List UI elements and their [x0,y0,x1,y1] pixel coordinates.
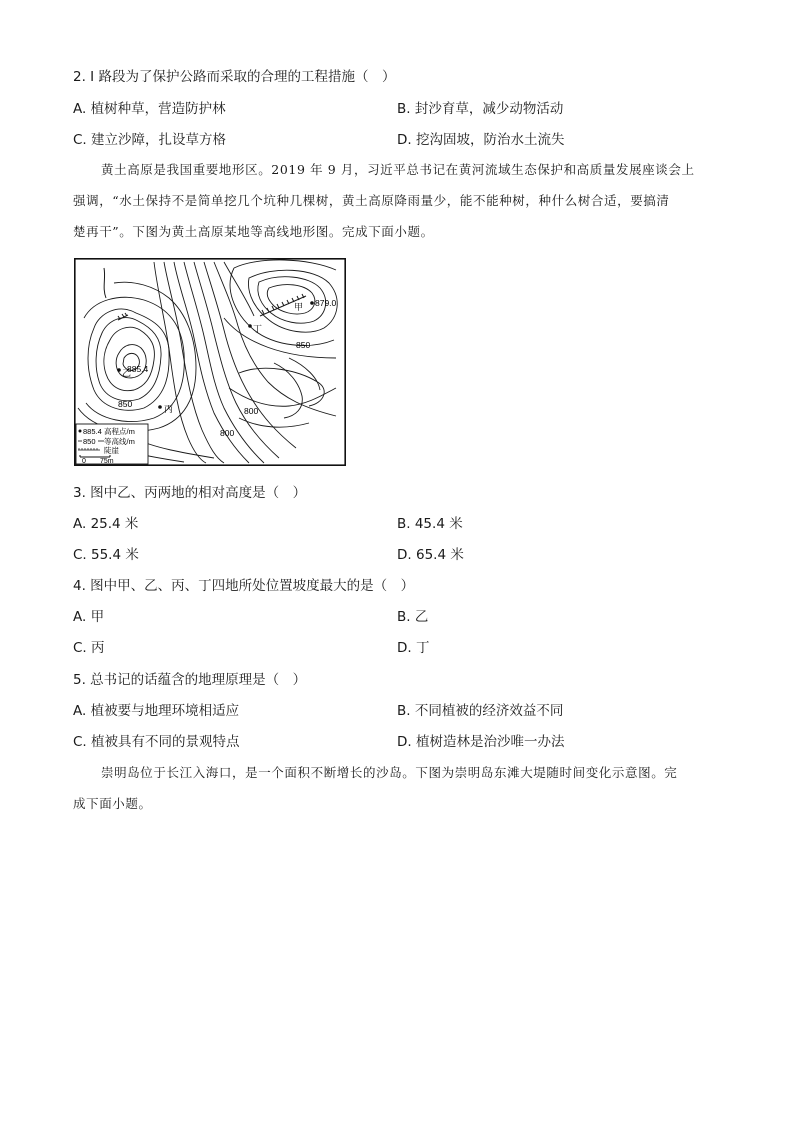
question-4-option-c: C. 丙 [73,640,105,656]
question-2-option-b: B. 封沙育草，减少动物活动 [397,101,564,117]
question-3-option-b: B. 45.4 米 [397,516,463,532]
question-4-stem: 4. 图中甲、乙、丙、丁四地所处位置坡度最大的是（ ） [73,578,415,594]
question-4-option-b: B. 乙 [397,609,429,625]
question-3-option-d: D. 65.4 米 [397,547,464,563]
legend-cliff-label: 陡崖 [104,446,119,455]
contour-label-800-a: 800 [244,406,259,416]
point-yi-marker [117,368,121,372]
passage-1-line-1: 黄土高原是我国重要地形区。2019 年 9 月，习近平总书记在黄河流域生态保护和高质量发展座谈会上 [101,162,695,177]
passage-2-line-1: 崇明岛位于长江入海口，是一个面积不断增长的沙岛。下图为崇明岛东滩大堤随时间变化示意图。完 [101,765,678,780]
question-4-option-d: D. 丁 [397,640,430,656]
contour-label-850-left: 850 [118,399,133,409]
contour-map [74,258,346,466]
question-3-stem: 3. 图中乙、丙两地的相对高度是（ ） [73,485,307,501]
label-yi-elevation: 885.4 [127,364,149,374]
passage-2-line-2: 成下面小题。 [73,796,152,811]
question-2-stem: 2. I 路段为了保护公路而采取的合理的工程措施（ ） [73,69,396,85]
question-3-option-a: A. 25.4 米 [73,516,139,532]
point-ding-marker [248,324,252,328]
label-bing: 丙 [164,404,174,414]
label-yi: 乙 [122,368,132,378]
label-jia: 甲 [294,302,304,312]
question-5-option-d: D. 植树造林是治沙唯一办法 [397,734,565,750]
passage-1-line-2: 强调，“水土保持不是简单挖几个坑种几棵树，黄土高原降雨量少，能不能种树，种什么树合适，要搞清 [73,193,670,208]
question-3-option-c: C. 55.4 米 [73,547,139,563]
legend-contour-value: 850 [83,437,96,446]
question-2-option-d: D. 挖沟固坡，防治水土流失 [397,132,565,148]
question-2-option-a: A. 植树种草，营造防护林 [73,101,226,117]
passage-1-line-3: 楚再干”。下图为黄土高原某地等高线地形图。完成下面小题。 [73,224,434,239]
question-4-option-a: A. 甲 [73,609,105,625]
legend-point-label: 高程点/m [104,427,135,436]
point-jia-marker [310,301,314,305]
legend-contour-label: 等高线/m [104,437,135,446]
contour-label-800-b: 800 [220,428,235,438]
question-5-option-c: C. 植被具有不同的景观特点 [73,734,240,750]
question-5-option-a: A. 植被要与地理环境相适应 [73,703,240,719]
map-legend [76,424,148,465]
question-5-option-b: B. 不同植被的经济效益不同 [397,703,564,719]
legend-scale-zero: 0 [82,458,86,465]
label-ding: 丁 [253,324,263,334]
question-5-stem: 5. 总书记的话蕴含的地理原理是（ ） [73,672,307,688]
label-jia-elevation: 879.0 [315,298,337,308]
point-bing-marker [158,405,162,409]
contour-label-850-right: 850 [296,340,311,350]
question-2-option-c: C. 建立沙障，扎设草方格 [73,132,227,148]
legend-scale-length: 75m [100,458,114,465]
legend-point-value: 885.4 [83,427,102,436]
